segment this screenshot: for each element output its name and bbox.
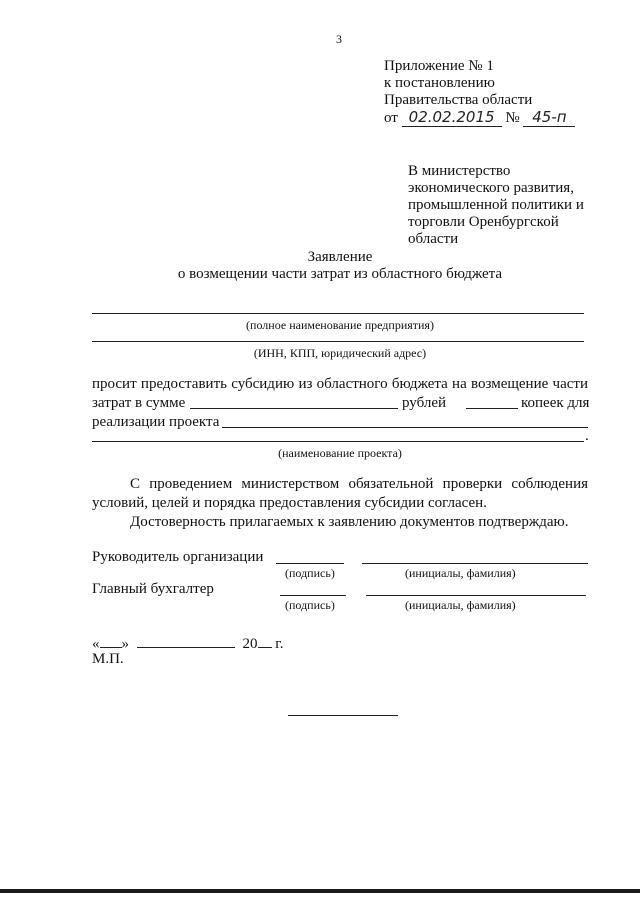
request-line1: просит предоставить субсидию из областного бюджета на возмещение части [92, 376, 588, 392]
agreement-para1-line1: С проведением министерством обязательной проверки соблюдения [130, 476, 588, 492]
appendix-title: Приложение № 1 [384, 58, 494, 74]
project-blank [222, 427, 588, 428]
project-name-caption: (наименование проекта) [278, 446, 402, 460]
project-period: . [585, 428, 589, 444]
addressee-line4: торговли Оренбургской [408, 214, 559, 230]
appendix-line2: к постановлению [384, 75, 495, 91]
document-date: 02.02.2015 [402, 109, 502, 127]
document-title: Заявление [307, 249, 373, 265]
addressee-line3: промышленной политики и [408, 197, 584, 213]
page-number: 3 [336, 32, 342, 46]
request-line2-start: затрат в сумме [92, 395, 186, 411]
number-label: № [505, 110, 520, 126]
addressee-line1: В министерство [408, 163, 511, 179]
addressee-line5: области [408, 231, 459, 247]
head-label: Руководитель организации [92, 549, 264, 565]
accountant-signature-caption: (подпись) [285, 598, 335, 612]
company-name-caption: (полное наименование предприятия) [246, 318, 434, 332]
sum-blank [190, 408, 398, 409]
agreement-para2: Достоверность прилагаемых к заявлению документов подтверждаю. [130, 514, 569, 530]
date-open-quote: « [92, 636, 100, 652]
appendix-line3: Правительства области [384, 92, 533, 108]
inn-line [92, 341, 584, 342]
month-blank [137, 633, 235, 648]
addressee-line2: экономического развития, [408, 180, 574, 196]
head-initials-line [362, 563, 588, 564]
company-name-line [92, 313, 584, 314]
rubles-label: рублей [402, 395, 447, 411]
date-field [92, 633, 283, 653]
accountant-signature-line [280, 595, 346, 596]
accountant-initials-line [366, 595, 586, 596]
head-signature-caption: (подпись) [285, 566, 335, 580]
document-number: 45-п [523, 109, 575, 127]
request-line3: реализации проекта [92, 414, 220, 430]
closing-separator [288, 715, 398, 716]
year-prefix: 20 [242, 636, 258, 652]
inn-caption: (ИНН, КПП, юридический адрес) [253, 346, 427, 360]
scan-bottom-edge [0, 889, 640, 893]
accountant-initials-caption: (инициалы, фамилия) [405, 598, 516, 612]
day-blank [100, 633, 122, 648]
kopecks-label: копеек для [521, 395, 590, 411]
year-suffix: г. [275, 636, 284, 652]
appendix-date-line [384, 109, 575, 127]
date-close-quote: » [121, 636, 129, 652]
document-subtitle: о возмещении части затрат из областного бюджета [177, 266, 503, 282]
accountant-label: Главный бухгалтер [92, 581, 214, 597]
head-signature-line [276, 563, 344, 564]
stamp-label: М.П. [92, 651, 124, 667]
kopecks-blank [466, 408, 518, 409]
head-initials-caption: (инициалы, фамилия) [405, 566, 516, 580]
from-label: от [384, 110, 398, 126]
project-name-line [92, 441, 584, 442]
agreement-para1-line2: условий, целей и порядка предоставления субсидии согласен. [92, 495, 487, 511]
year-blank [258, 633, 272, 648]
